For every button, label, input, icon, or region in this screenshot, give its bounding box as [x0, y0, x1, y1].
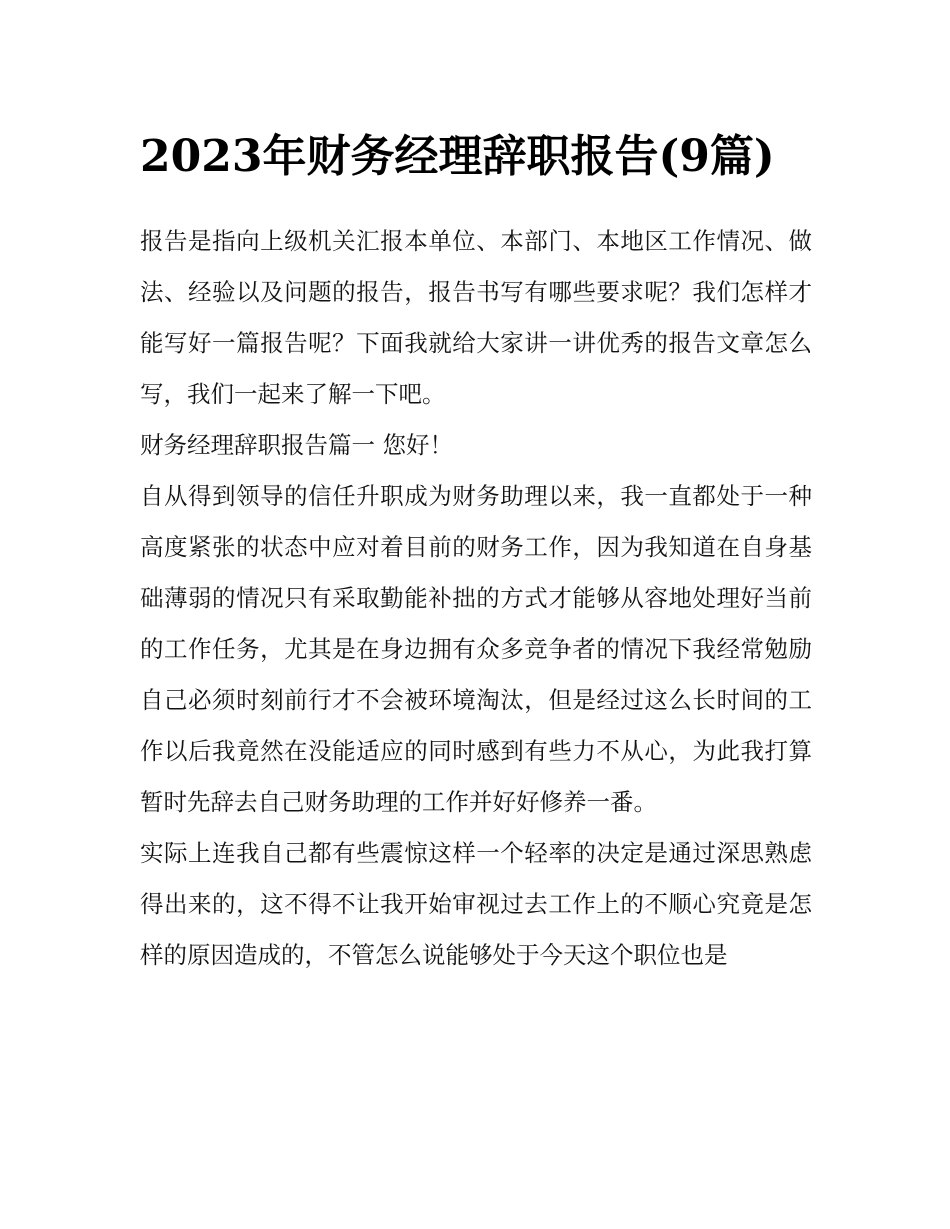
- paragraph-intro: 报告是指向上级机关汇报本单位、本部门、本地区工作情况、做法、经验以及问题的报告，报告书写有哪些要求呢？我们怎样才能写好一篇报告呢？下面我就给大家讲一讲优秀的报告文章怎么写，我们一起来了解一下吧。: [140, 227, 812, 408]
- document-page: [140, 118, 812, 981]
- paragraph-body-1: 自从得到领导的信任升职成为财务助理以来，我一直都处于一种高度紧张的状态中应对着目前的财务工作，因为我知道在自身基础薄弱的情况只有采取勤能补拙的方式才能够从容地处理好当前的工作任务，尤其是在身边拥有众多竞争者的情况下我经常勉励自己必须时刻前行才不会被环境淘汰，但是经过这么长时间的工作以后我竟然在没能适应的同时感到有些力不从心，为此我打算暂时先辞去自己财务助理的工作并好好修养一番。: [140, 482, 812, 816]
- document-body: [140, 216, 812, 981]
- paragraph-section-heading: 财务经理辞职报告篇一 您好！: [140, 431, 453, 459]
- document-title: 2023年财务经理辞职报告(9篇): [140, 131, 775, 182]
- paragraph-body-2: 实际上连我自己都有些震惊这样一个轻率的决定是通过深思熟虑得出来的，这不得不让我开始审视过去工作上的不顺心究竟是怎样的原因造成的，不管怎么说能够处于今天这个职位也是: [140, 839, 812, 969]
